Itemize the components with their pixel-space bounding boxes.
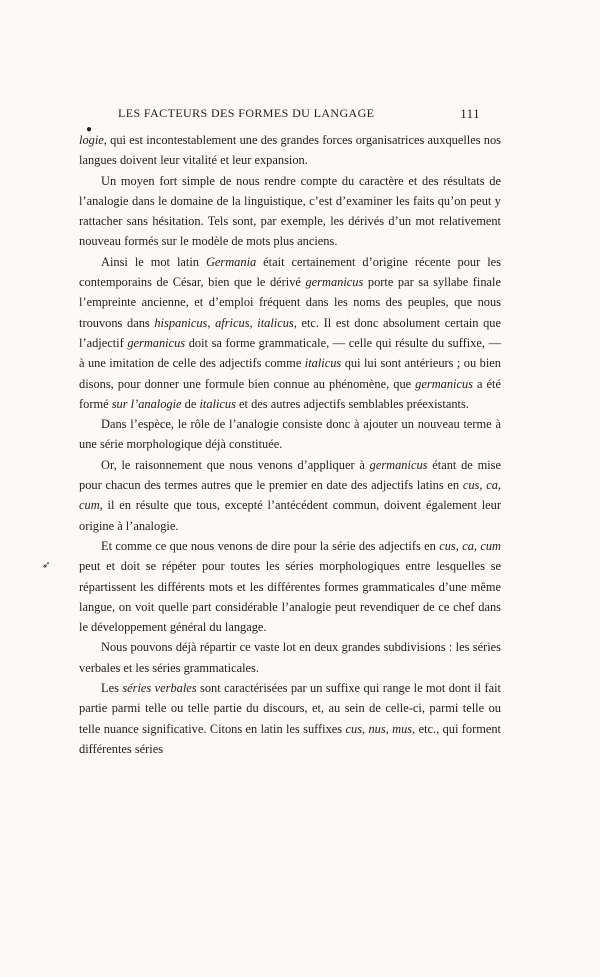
italic-term: séries verbales [122, 681, 197, 696]
text-run: Dans l’espèce, le rôle de l’analogie consiste donc à ajouter un nouveau terme à une série morphologique déjà constituée. [79, 417, 501, 452]
italic-term: logie [79, 133, 104, 147]
paragraph [79, 455, 501, 536]
text-run: était certainement d’origine récente pour les contemporains de César, bien que le dérivé [79, 254, 501, 290]
text-run: Un moyen fort simple de nous rendre compte du caractère et des résultats de l’analogie dans le domaine de la linguistique, c’est d’examiner les faits qu’on peut y rattacher sans hésitation. Tels sont, par exemple, les dérivés d’un mot relativement nouveau formés sur le modèle de mots plus anciens. [79, 173, 501, 249]
text-run: , il en résulte que tous, excepté l’antécédent commun, doivent également leur origine à l’analogie. [79, 498, 501, 533]
text-run: , etc. Il est donc absolument certain que l’adjectif [79, 315, 501, 350]
paragraph [79, 171, 501, 252]
text-run: Les [101, 681, 123, 696]
text-run: étant de mise pour chacun des termes autres que le premier en date des adjectifs latins en [79, 457, 501, 493]
paragraph [79, 678, 501, 759]
italic-term: germanicus [369, 457, 428, 472]
text-run: qui lui sont antérieurs ; ou bien disons, pour donner une formule bien connue au phénomène, que [79, 356, 501, 391]
page-number: 111 [460, 106, 480, 121]
text-run: Or, le raisonnement que nous venons d’appliquer à [101, 457, 370, 472]
italic-term: sur l’analogie [111, 396, 182, 411]
italic-term: italicus [304, 356, 342, 371]
ink-speck: ➶ [42, 560, 51, 571]
text-run: de [181, 396, 200, 411]
paragraph [79, 637, 501, 678]
italic-term: italicus [199, 396, 236, 411]
paragraph [79, 414, 501, 455]
running-title: LES FACTEURS DES FORMES DU LANGAGE [118, 106, 375, 120]
italic-term: cus, nus, mus [345, 721, 413, 736]
paragraph [79, 536, 501, 637]
paragraph [79, 252, 501, 414]
italic-term: Germania [205, 254, 257, 269]
italic-term: germanicus [305, 275, 364, 290]
italic-term: hispanicus, africus, italicus [154, 315, 294, 330]
text-run: Et comme ce que nous venons de dire pour la série des adjectifs en [101, 538, 440, 553]
text-run: sont caractérisées par un suffixe qui range le mot dont il fait partie parmi telle ou telle partie du discours, et, au sein de celle-ci, parmi telle ou telle nuance significative. Citons en latin les suffixes [79, 681, 501, 736]
italic-term: cus, ca, cum [439, 538, 502, 553]
text-run: , etc., qui forment différentes séries [79, 721, 501, 756]
text-run: Ainsi le mot latin [101, 254, 206, 269]
paragraph [79, 130, 501, 171]
italic-term: germanicus [415, 376, 473, 391]
text-run: Nous pouvons déjà répartir ce vaste lot en deux grandes subdivisions : les séries verbales et les séries grammaticales. [79, 640, 501, 675]
ink-speck: ● [86, 124, 93, 135]
text-run: , qui est incontestablement une des grandes forces organisatrices auxquelles nos langues doivent leur vitalité et leur expansion. [79, 133, 501, 168]
text-run: porte par sa syllabe finale l’empreinte ancienne, et d’emploi fréquent dans les noms des peuples, que nous trouvons dans [79, 275, 501, 330]
italic-term: germanicus [127, 335, 186, 350]
text-run: doit sa forme grammaticale, — celle qui résulte du suffixe, — à une imitation de celle des adjectifs comme [79, 335, 501, 371]
text-run: a été formé [79, 376, 501, 411]
text-run: peut et doit se répéter pour toutes les séries morphologiques entre lesquelles se répartissent les différents mots et les différentes formes grammaticales d’une même langue, on voit quelle part considérable l’analogie peut revendiquer de ce chef dans le développement général du langage. [79, 559, 501, 635]
italic-term: cus, ca, cum [79, 478, 501, 513]
text-run: et des autres adjectifs semblables préexistants. [235, 396, 469, 411]
body-text [79, 130, 501, 759]
